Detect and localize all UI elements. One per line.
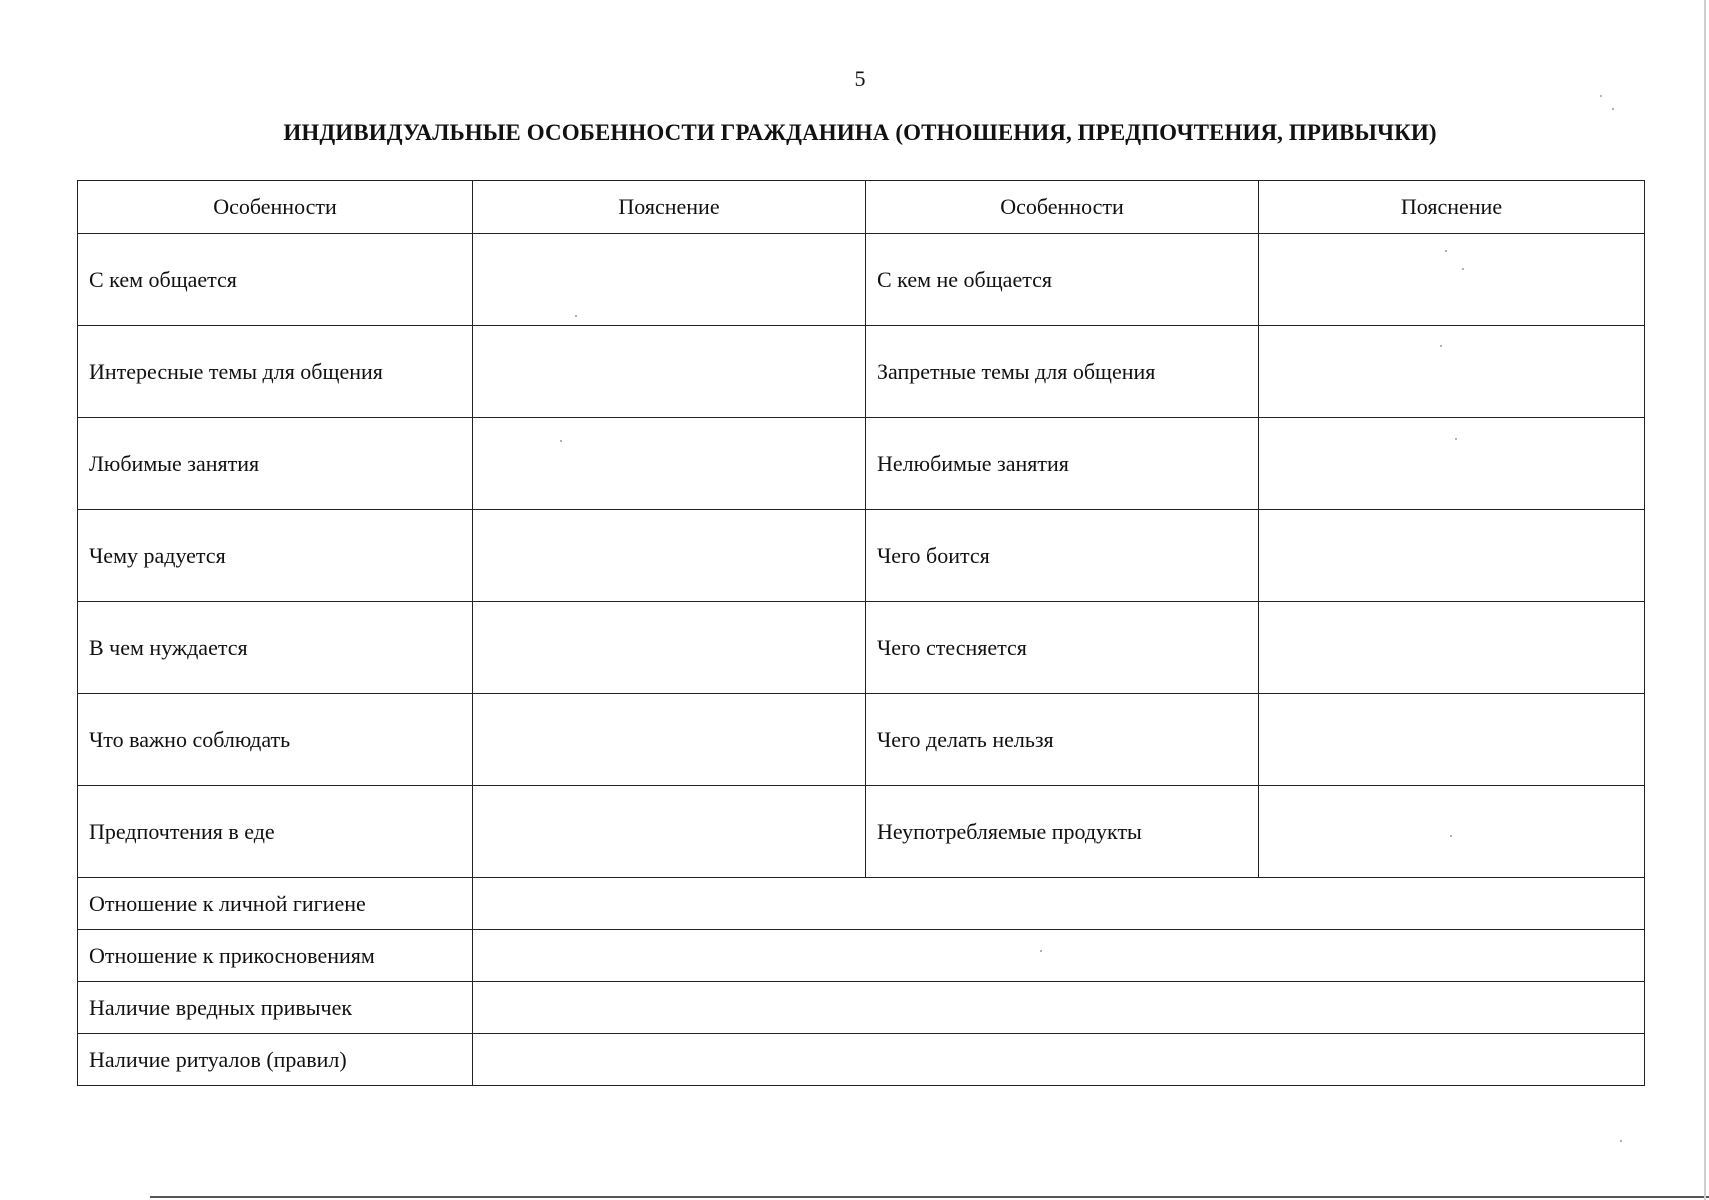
feature-label: Неупотребляемые продукты (866, 786, 1259, 878)
feature-label: Чего боится (866, 510, 1259, 602)
table-row (78, 602, 1645, 694)
explanation-cell[interactable] (473, 930, 1645, 982)
feature-label: В чем нуждается (78, 602, 473, 694)
scan-bottom-edge (150, 1196, 1709, 1198)
feature-label: С кем общается (78, 234, 473, 326)
explanation-cell[interactable] (1259, 418, 1645, 510)
scan-speck (1445, 250, 1447, 252)
header-explanation-left: Пояснение (473, 181, 866, 234)
explanation-cell[interactable] (473, 694, 866, 786)
explanation-cell[interactable] (473, 326, 866, 418)
explanation-cell[interactable] (1259, 326, 1645, 418)
explanation-cell[interactable] (473, 510, 866, 602)
scan-speck (575, 315, 577, 317)
feature-label: Наличие ритуалов (правил) (78, 1034, 473, 1086)
table-row (78, 694, 1645, 786)
explanation-cell[interactable] (1259, 602, 1645, 694)
feature-label: Отношение к прикосновениям (78, 930, 473, 982)
scan-speck (1620, 1140, 1622, 1142)
header-features-left: Особенности (78, 181, 473, 234)
scan-speck (1462, 268, 1464, 270)
header-features-right: Особенности (866, 181, 1259, 234)
feature-label: Любимые занятия (78, 418, 473, 510)
table-row (78, 930, 1645, 982)
explanation-cell[interactable] (473, 418, 866, 510)
feature-label: Наличие вредных привычек (78, 982, 473, 1034)
table-row (78, 982, 1645, 1034)
explanation-cell[interactable] (1259, 786, 1645, 878)
table-row (78, 786, 1645, 878)
scan-speck (1455, 438, 1457, 440)
table-row (78, 418, 1645, 510)
table-row (78, 1034, 1645, 1086)
scan-speck (1450, 835, 1452, 837)
scan-right-edge (1704, 0, 1706, 1200)
feature-label: Чего делать нельзя (866, 694, 1259, 786)
page-title: ИНДИВИДУАЛЬНЫЕ ОСОБЕННОСТИ ГРАЖДАНИНА (ОТНОШЕНИЯ, ПРЕДПОЧТЕНИЯ, ПРИВЫЧКИ) (283, 120, 1437, 145)
feature-label: Чему радуется (78, 510, 473, 602)
explanation-cell[interactable] (473, 786, 866, 878)
table-row (78, 878, 1645, 930)
explanation-cell[interactable] (473, 982, 1645, 1034)
table-row (78, 510, 1645, 602)
features-table (77, 180, 1645, 1086)
explanation-cell[interactable] (473, 1034, 1645, 1086)
feature-label: Предпочтения в еде (78, 786, 473, 878)
explanation-cell[interactable] (1259, 234, 1645, 326)
scan-speck (560, 440, 562, 442)
explanation-cell[interactable] (1259, 510, 1645, 602)
table-row (78, 234, 1645, 326)
feature-label: Нелюбимые занятия (866, 418, 1259, 510)
scan-speck (1612, 108, 1614, 110)
feature-label: Запретные темы для общения (866, 326, 1259, 418)
explanation-cell[interactable] (473, 878, 1645, 930)
feature-label: Интересные темы для общения (78, 326, 473, 418)
feature-label: С кем не общается (866, 234, 1259, 326)
table-header-row (78, 181, 1645, 234)
header-explanation-right: Пояснение (1259, 181, 1645, 234)
table-row (78, 326, 1645, 418)
feature-label: Что важно соблюдать (78, 694, 473, 786)
feature-label: Чего стесняется (866, 602, 1259, 694)
explanation-cell[interactable] (1259, 694, 1645, 786)
explanation-cell[interactable] (473, 234, 866, 326)
feature-label: Отношение к личной гигиене (78, 878, 473, 930)
page-number: 5 (854, 66, 866, 91)
explanation-cell[interactable] (473, 602, 866, 694)
scan-speck (1600, 95, 1602, 97)
scan-speck (1440, 345, 1442, 347)
scan-speck (1040, 950, 1042, 952)
